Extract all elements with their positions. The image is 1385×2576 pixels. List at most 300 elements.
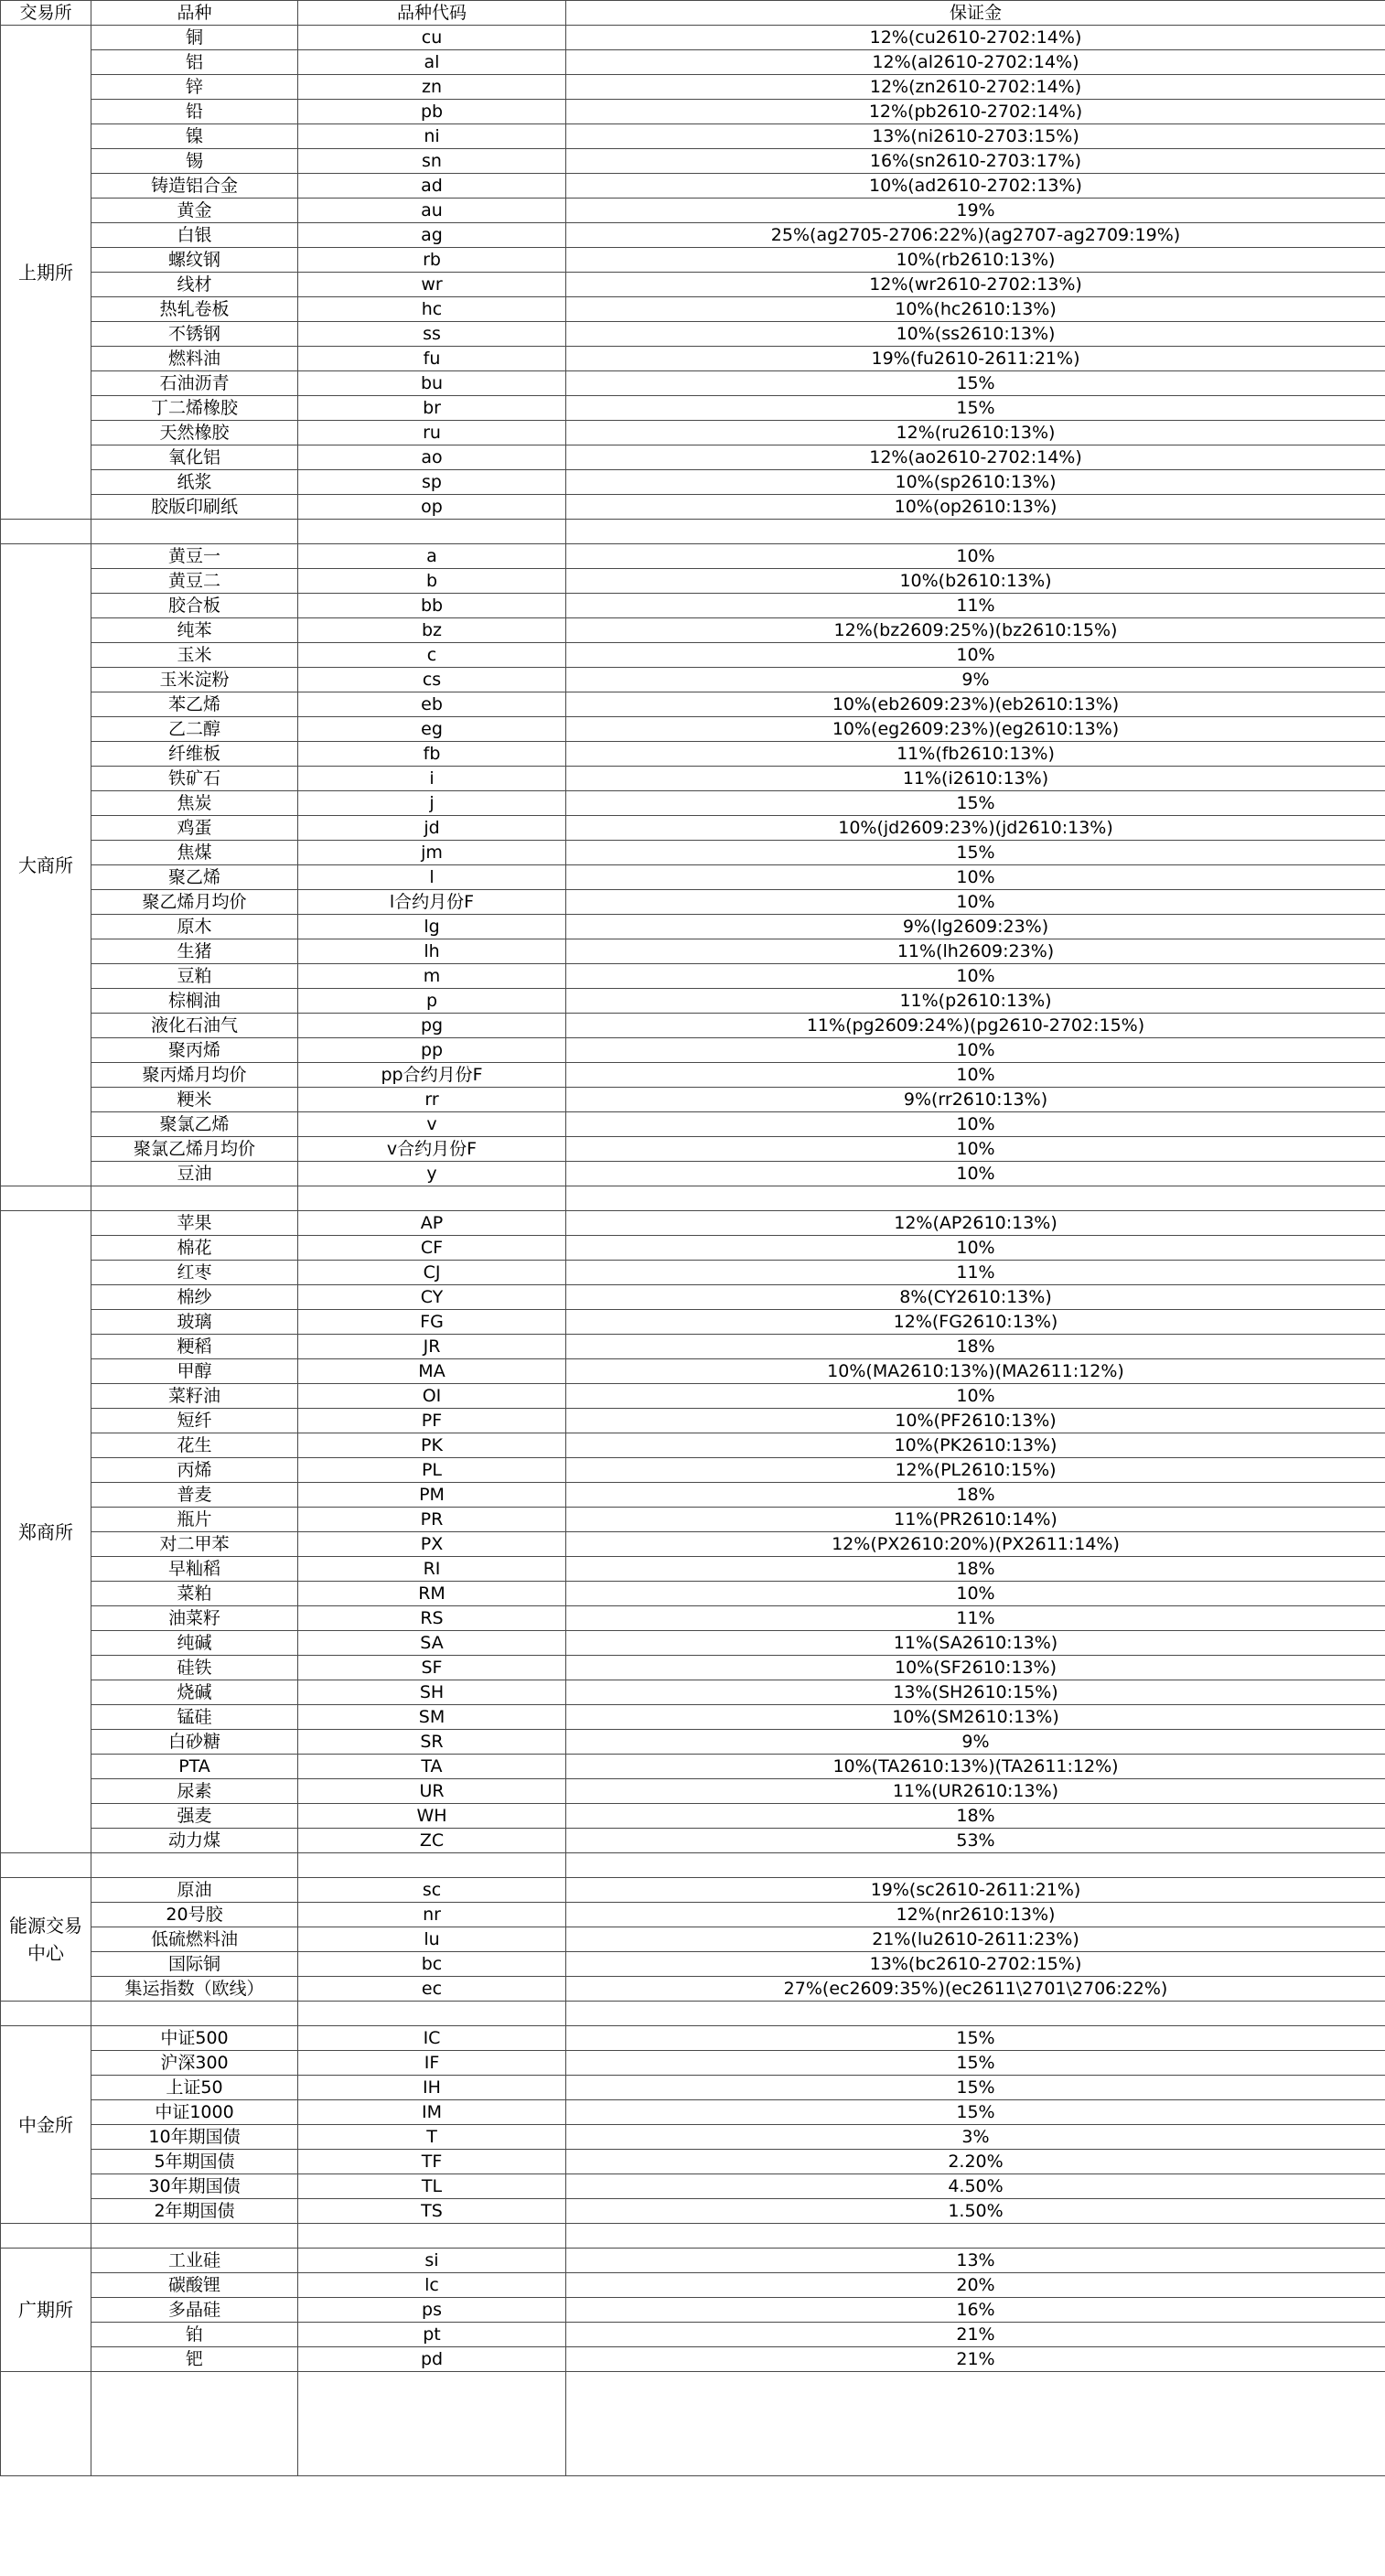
name-cell: 原木 <box>91 915 298 939</box>
margin-cell: 12%(ao2610-2702:14%) <box>566 445 1385 470</box>
table-row <box>1 1952 1385 1977</box>
margin-cell: 10%(ad2610-2702:13%) <box>566 174 1385 199</box>
margin-cell: 12%(cu2610-2702:14%) <box>566 26 1385 50</box>
code-cell: CJ <box>298 1261 566 1285</box>
margin-cell: 15% <box>566 2100 1385 2125</box>
margin-cell: 11%(UR2610:13%) <box>566 1779 1385 1804</box>
margin-cell: 15% <box>566 791 1385 816</box>
code-cell: T <box>298 2125 566 2150</box>
exchange-cell: 能源交易中心 <box>1 1878 91 2002</box>
table-row <box>1 1656 1385 1680</box>
table-row <box>1 1705 1385 1730</box>
name-cell: 对二甲苯 <box>91 1532 298 1557</box>
name-cell: 不锈钢 <box>91 322 298 347</box>
margin-cell: 12%(ru2610:13%) <box>566 421 1385 445</box>
table-row <box>1 297 1385 322</box>
code-cell: FG <box>298 1310 566 1335</box>
margin-cell: 3% <box>566 2125 1385 2150</box>
name-cell: 白砂糖 <box>91 1730 298 1755</box>
code-cell: pg <box>298 1014 566 1038</box>
code-cell: nr <box>298 1903 566 1927</box>
table-row <box>1 544 1385 569</box>
margin-cell: 12%(nr2610:13%) <box>566 1903 1385 1927</box>
name-cell: 动力煤 <box>91 1829 298 1853</box>
margin-cell: 25%(ag2705-2706:22%)(ag2707-ag2709:19%) <box>566 223 1385 248</box>
margin-cell: 10%(SM2610:13%) <box>566 1705 1385 1730</box>
margin-cell: 10%(eg2609:23%)(eg2610:13%) <box>566 717 1385 742</box>
table-row <box>1 322 1385 347</box>
table-row <box>1 2347 1385 2372</box>
margin-cell: 2.20% <box>566 2150 1385 2174</box>
code-cell: ag <box>298 223 566 248</box>
margin-cell: 10% <box>566 1236 1385 1261</box>
table-row <box>1 816 1385 841</box>
margin-cell: 10%(jd2609:23%)(jd2610:13%) <box>566 816 1385 841</box>
table-row <box>1 149 1385 174</box>
table-row <box>1 2174 1385 2199</box>
table-row <box>1 347 1385 371</box>
table-row <box>1 1236 1385 1261</box>
code-cell: TL <box>298 2174 566 2199</box>
code-cell: PK <box>298 1433 566 1458</box>
name-cell: 胶版印刷纸 <box>91 495 298 520</box>
margin-cell: 11%(p2610:13%) <box>566 989 1385 1014</box>
name-cell: 白银 <box>91 223 298 248</box>
empty-cell <box>298 2224 566 2249</box>
code-cell: au <box>298 199 566 223</box>
table-row <box>1 618 1385 643</box>
margin-cell: 12%(FG2610:13%) <box>566 1310 1385 1335</box>
margin-cell: 10% <box>566 865 1385 890</box>
table-row <box>1 470 1385 495</box>
table-row <box>1 1557 1385 1582</box>
empty-cell <box>566 2372 1385 2476</box>
margin-cell: 19%(sc2610-2611:21%) <box>566 1878 1385 1903</box>
empty-cell <box>298 1186 566 1211</box>
margin-cell: 10%(PF2610:13%) <box>566 1409 1385 1433</box>
empty-cell <box>298 2372 566 2476</box>
code-cell: hc <box>298 297 566 322</box>
table-row <box>1 717 1385 742</box>
code-cell: cu <box>298 26 566 50</box>
empty-cell <box>566 1853 1385 1878</box>
name-cell: 铜 <box>91 26 298 50</box>
code-cell: OI <box>298 1384 566 1409</box>
margin-cell: 18% <box>566 1804 1385 1829</box>
code-cell: SR <box>298 1730 566 1755</box>
margin-cell: 8%(CY2610:13%) <box>566 1285 1385 1310</box>
margin-cell: 12%(zn2610-2702:14%) <box>566 75 1385 100</box>
name-cell: 甲醇 <box>91 1359 298 1384</box>
code-cell: TS <box>298 2199 566 2224</box>
name-cell: 丙烯 <box>91 1458 298 1483</box>
margin-cell: 9%(rr2610:13%) <box>566 1088 1385 1112</box>
header-code: 品种代码 <box>298 1 566 26</box>
name-cell: 国际铜 <box>91 1952 298 1977</box>
margin-cell: 11% <box>566 594 1385 618</box>
exchange-cell: 广期所 <box>1 2249 91 2372</box>
name-cell: PTA <box>91 1755 298 1779</box>
spacer-row <box>1 1853 1385 1878</box>
code-cell: pb <box>298 100 566 124</box>
margin-cell: 10% <box>566 1384 1385 1409</box>
margin-cell: 1.50% <box>566 2199 1385 2224</box>
code-cell: IC <box>298 2026 566 2051</box>
code-cell: bu <box>298 371 566 396</box>
code-cell: sp <box>298 470 566 495</box>
name-cell: 豆油 <box>91 1162 298 1186</box>
name-cell: 20号胶 <box>91 1903 298 1927</box>
spacer-row <box>1 1186 1385 1211</box>
margin-cell: 18% <box>566 1557 1385 1582</box>
table-row <box>1 124 1385 149</box>
table-row <box>1 865 1385 890</box>
margin-cell: 10% <box>566 1112 1385 1137</box>
table-row <box>1 569 1385 594</box>
code-cell: b <box>298 569 566 594</box>
name-cell: 早籼稻 <box>91 1557 298 1582</box>
name-cell: 豆粕 <box>91 964 298 989</box>
table-row <box>1 742 1385 767</box>
table-row <box>1 2125 1385 2150</box>
empty-cell <box>1 520 91 544</box>
margin-cell: 10%(eb2609:23%)(eb2610:13%) <box>566 692 1385 717</box>
code-cell: zn <box>298 75 566 100</box>
code-cell: UR <box>298 1779 566 1804</box>
code-cell: PM <box>298 1483 566 1508</box>
margin-cell: 10% <box>566 1038 1385 1063</box>
margin-cell: 12%(al2610-2702:14%) <box>566 50 1385 75</box>
table-row <box>1 2100 1385 2125</box>
table-row <box>1 1508 1385 1532</box>
name-cell: 5年期国债 <box>91 2150 298 2174</box>
margin-cell: 16%(sn2610-2703:17%) <box>566 149 1385 174</box>
code-cell: ec <box>298 1977 566 2002</box>
table-row <box>1 223 1385 248</box>
margin-cell: 19%(fu2610-2611:21%) <box>566 347 1385 371</box>
table-row <box>1 1903 1385 1927</box>
margin-cell: 16% <box>566 2298 1385 2323</box>
name-cell: 粳稻 <box>91 1335 298 1359</box>
empty-cell <box>566 520 1385 544</box>
table-row <box>1 594 1385 618</box>
margin-cell: 11% <box>566 1606 1385 1631</box>
name-cell: 强麦 <box>91 1804 298 1829</box>
margin-cell: 27%(ec2609:35%)(ec2611\2701\2706:22%) <box>566 1977 1385 2002</box>
name-cell: 乙二醇 <box>91 717 298 742</box>
name-cell: 普麦 <box>91 1483 298 1508</box>
name-cell: 铂 <box>91 2323 298 2347</box>
margin-cell: 10%(hc2610:13%) <box>566 297 1385 322</box>
margin-cell: 10%(TA2610:13%)(TA2611:12%) <box>566 1755 1385 1779</box>
margin-cell: 13%(SH2610:15%) <box>566 1680 1385 1705</box>
code-cell: MA <box>298 1359 566 1384</box>
name-cell: 丁二烯橡胶 <box>91 396 298 421</box>
code-cell: y <box>298 1162 566 1186</box>
margin-cell: 21% <box>566 2347 1385 2372</box>
code-cell: op <box>298 495 566 520</box>
margin-cell: 10%(sp2610:13%) <box>566 470 1385 495</box>
table-row <box>1 495 1385 520</box>
exchange-cell: 中金所 <box>1 2026 91 2224</box>
code-cell: ru <box>298 421 566 445</box>
name-cell: 尿素 <box>91 1779 298 1804</box>
name-cell: 棕榈油 <box>91 989 298 1014</box>
margin-cell: 21%(lu2610-2611:23%) <box>566 1927 1385 1952</box>
name-cell: 粳米 <box>91 1088 298 1112</box>
table-row <box>1 964 1385 989</box>
code-cell: eg <box>298 717 566 742</box>
name-cell: 棉花 <box>91 1236 298 1261</box>
margin-cell: 10%(MA2610:13%)(MA2611:12%) <box>566 1359 1385 1384</box>
margin-table-body <box>1 1 1385 2476</box>
margin-cell: 9% <box>566 1730 1385 1755</box>
table-row <box>1 1310 1385 1335</box>
name-cell: 黄豆二 <box>91 569 298 594</box>
name-cell: 中证500 <box>91 2026 298 2051</box>
table-row <box>1 248 1385 273</box>
table-row <box>1 2150 1385 2174</box>
code-cell: p <box>298 989 566 1014</box>
name-cell: 原油 <box>91 1878 298 1903</box>
table-row <box>1 1285 1385 1310</box>
code-cell: lu <box>298 1927 566 1952</box>
name-cell: 棉纱 <box>91 1285 298 1310</box>
empty-cell <box>298 1853 566 1878</box>
name-cell: 天然橡胶 <box>91 421 298 445</box>
spacer-row <box>1 2372 1385 2476</box>
margin-cell: 11%(pg2609:24%)(pg2610-2702:15%) <box>566 1014 1385 1038</box>
margin-cell: 11%(i2610:13%) <box>566 767 1385 791</box>
empty-cell <box>1 1853 91 1878</box>
margin-cell: 11%(lh2609:23%) <box>566 939 1385 964</box>
empty-cell <box>1 1186 91 1211</box>
margin-cell: 4.50% <box>566 2174 1385 2199</box>
code-cell: pp合约月份F <box>298 1063 566 1088</box>
table-row <box>1 1779 1385 1804</box>
table-row <box>1 2249 1385 2273</box>
table-row <box>1 1409 1385 1433</box>
table-row <box>1 643 1385 668</box>
margin-cell: 53% <box>566 1829 1385 1853</box>
name-cell: 铝 <box>91 50 298 75</box>
name-cell: 聚氯乙烯 <box>91 1112 298 1137</box>
spacer-row <box>1 520 1385 544</box>
code-cell: JR <box>298 1335 566 1359</box>
table-row <box>1 1977 1385 2002</box>
empty-cell <box>91 2224 298 2249</box>
code-cell: cs <box>298 668 566 692</box>
table-row <box>1 1804 1385 1829</box>
table-row <box>1 1211 1385 1236</box>
table-row <box>1 1730 1385 1755</box>
table-row <box>1 1038 1385 1063</box>
code-cell: v合约月份F <box>298 1137 566 1162</box>
name-cell: 铁矿石 <box>91 767 298 791</box>
table-row <box>1 1063 1385 1088</box>
table-row <box>1 1359 1385 1384</box>
table-row <box>1 1532 1385 1557</box>
spacer-row <box>1 2224 1385 2249</box>
code-cell: CF <box>298 1236 566 1261</box>
table-row <box>1 1137 1385 1162</box>
margin-cell: 18% <box>566 1335 1385 1359</box>
margin-cell: 10%(SF2610:13%) <box>566 1656 1385 1680</box>
code-cell: ps <box>298 2298 566 2323</box>
name-cell: 集运指数（欧线） <box>91 1977 298 2002</box>
name-cell: 锌 <box>91 75 298 100</box>
name-cell: 多晶硅 <box>91 2298 298 2323</box>
name-cell: 聚丙烯月均价 <box>91 1063 298 1088</box>
code-cell: WH <box>298 1804 566 1829</box>
margin-cell: 15% <box>566 841 1385 865</box>
code-cell: bz <box>298 618 566 643</box>
name-cell: 烧碱 <box>91 1680 298 1705</box>
name-cell: 瓶片 <box>91 1508 298 1532</box>
empty-cell <box>91 1186 298 1211</box>
header-margin: 保证金 <box>566 1 1385 26</box>
margin-cell: 13% <box>566 2249 1385 2273</box>
name-cell: 工业硅 <box>91 2249 298 2273</box>
table-row <box>1 1014 1385 1038</box>
table-row <box>1 2273 1385 2298</box>
name-cell: 聚丙烯 <box>91 1038 298 1063</box>
empty-cell <box>91 520 298 544</box>
table-row <box>1 1582 1385 1606</box>
name-cell: 锡 <box>91 149 298 174</box>
margin-cell: 12%(PL2610:15%) <box>566 1458 1385 1483</box>
name-cell: 硅铁 <box>91 1656 298 1680</box>
code-cell: v <box>298 1112 566 1137</box>
margin-cell: 13%(ni2610-2703:15%) <box>566 124 1385 149</box>
code-cell: RM <box>298 1582 566 1606</box>
exchange-cell: 上期所 <box>1 26 91 520</box>
name-cell: 聚乙烯 <box>91 865 298 890</box>
code-cell: a <box>298 544 566 569</box>
code-cell: PL <box>298 1458 566 1483</box>
margin-cell: 10% <box>566 890 1385 915</box>
margin-cell: 19% <box>566 199 1385 223</box>
table-row <box>1 421 1385 445</box>
name-cell: 石油沥青 <box>91 371 298 396</box>
header-exchange: 交易所 <box>1 1 91 26</box>
spacer-row <box>1 2002 1385 2026</box>
header-row <box>1 1 1385 26</box>
name-cell: 热轧卷板 <box>91 297 298 322</box>
margin-cell: 21% <box>566 2323 1385 2347</box>
name-cell: 中证1000 <box>91 2100 298 2125</box>
margin-cell: 13%(bc2610-2702:15%) <box>566 1952 1385 1977</box>
name-cell: 菜粕 <box>91 1582 298 1606</box>
table-row <box>1 1433 1385 1458</box>
code-cell: PX <box>298 1532 566 1557</box>
margin-cell: 10% <box>566 544 1385 569</box>
code-cell: sn <box>298 149 566 174</box>
table-row <box>1 2076 1385 2100</box>
code-cell: i <box>298 767 566 791</box>
table-row <box>1 1458 1385 1483</box>
table-row <box>1 199 1385 223</box>
name-cell: 黄豆一 <box>91 544 298 569</box>
margin-cell: 12%(AP2610:13%) <box>566 1211 1385 1236</box>
table-row <box>1 445 1385 470</box>
empty-cell <box>298 520 566 544</box>
margin-cell: 10%(PK2610:13%) <box>566 1433 1385 1458</box>
name-cell: 低硫燃料油 <box>91 1927 298 1952</box>
name-cell: 镍 <box>91 124 298 149</box>
code-cell: IM <box>298 2100 566 2125</box>
margin-cell: 10%(b2610:13%) <box>566 569 1385 594</box>
name-cell: 花生 <box>91 1433 298 1458</box>
empty-cell <box>298 2002 566 2026</box>
code-cell: br <box>298 396 566 421</box>
name-cell: 10年期国债 <box>91 2125 298 2150</box>
name-cell: 纸浆 <box>91 470 298 495</box>
table-row <box>1 174 1385 199</box>
table-row <box>1 1755 1385 1779</box>
name-cell: 纯碱 <box>91 1631 298 1656</box>
empty-cell <box>566 2224 1385 2249</box>
table-row <box>1 2298 1385 2323</box>
margin-cell: 20% <box>566 2273 1385 2298</box>
code-cell: pp <box>298 1038 566 1063</box>
margin-cell: 11% <box>566 1261 1385 1285</box>
table-row <box>1 890 1385 915</box>
name-cell: 液化石油气 <box>91 1014 298 1038</box>
table-row <box>1 50 1385 75</box>
code-cell: RI <box>298 1557 566 1582</box>
code-cell: PR <box>298 1508 566 1532</box>
table-row <box>1 668 1385 692</box>
name-cell: 碳酸锂 <box>91 2273 298 2298</box>
name-cell: 钯 <box>91 2347 298 2372</box>
table-row <box>1 1261 1385 1285</box>
empty-cell <box>1 2002 91 2026</box>
table-row <box>1 273 1385 297</box>
table-row <box>1 75 1385 100</box>
name-cell: 油菜籽 <box>91 1606 298 1631</box>
name-cell: 上证50 <box>91 2076 298 2100</box>
margin-cell: 10% <box>566 964 1385 989</box>
name-cell: 短纤 <box>91 1409 298 1433</box>
table-row <box>1 1384 1385 1409</box>
name-cell: 纤维板 <box>91 742 298 767</box>
code-cell: rb <box>298 248 566 273</box>
code-cell: pd <box>298 2347 566 2372</box>
margin-cell: 11%(PR2610:14%) <box>566 1508 1385 1532</box>
code-cell: lc <box>298 2273 566 2298</box>
table-row <box>1 1878 1385 1903</box>
name-cell: 玻璃 <box>91 1310 298 1335</box>
name-cell: 30年期国债 <box>91 2174 298 2199</box>
table-row <box>1 939 1385 964</box>
margin-cell: 15% <box>566 2076 1385 2100</box>
code-cell: RS <box>298 1606 566 1631</box>
code-cell: ao <box>298 445 566 470</box>
code-cell: al <box>298 50 566 75</box>
empty-cell <box>91 1853 298 1878</box>
margin-cell: 15% <box>566 371 1385 396</box>
table-row <box>1 1088 1385 1112</box>
table-row <box>1 1483 1385 1508</box>
table-row <box>1 1112 1385 1137</box>
margin-cell: 11%(fb2610:13%) <box>566 742 1385 767</box>
name-cell: 锰硅 <box>91 1705 298 1730</box>
name-cell: 焦炭 <box>91 791 298 816</box>
margin-cell: 12%(bz2609:25%)(bz2610:15%) <box>566 618 1385 643</box>
code-cell: jd <box>298 816 566 841</box>
code-cell: PF <box>298 1409 566 1433</box>
